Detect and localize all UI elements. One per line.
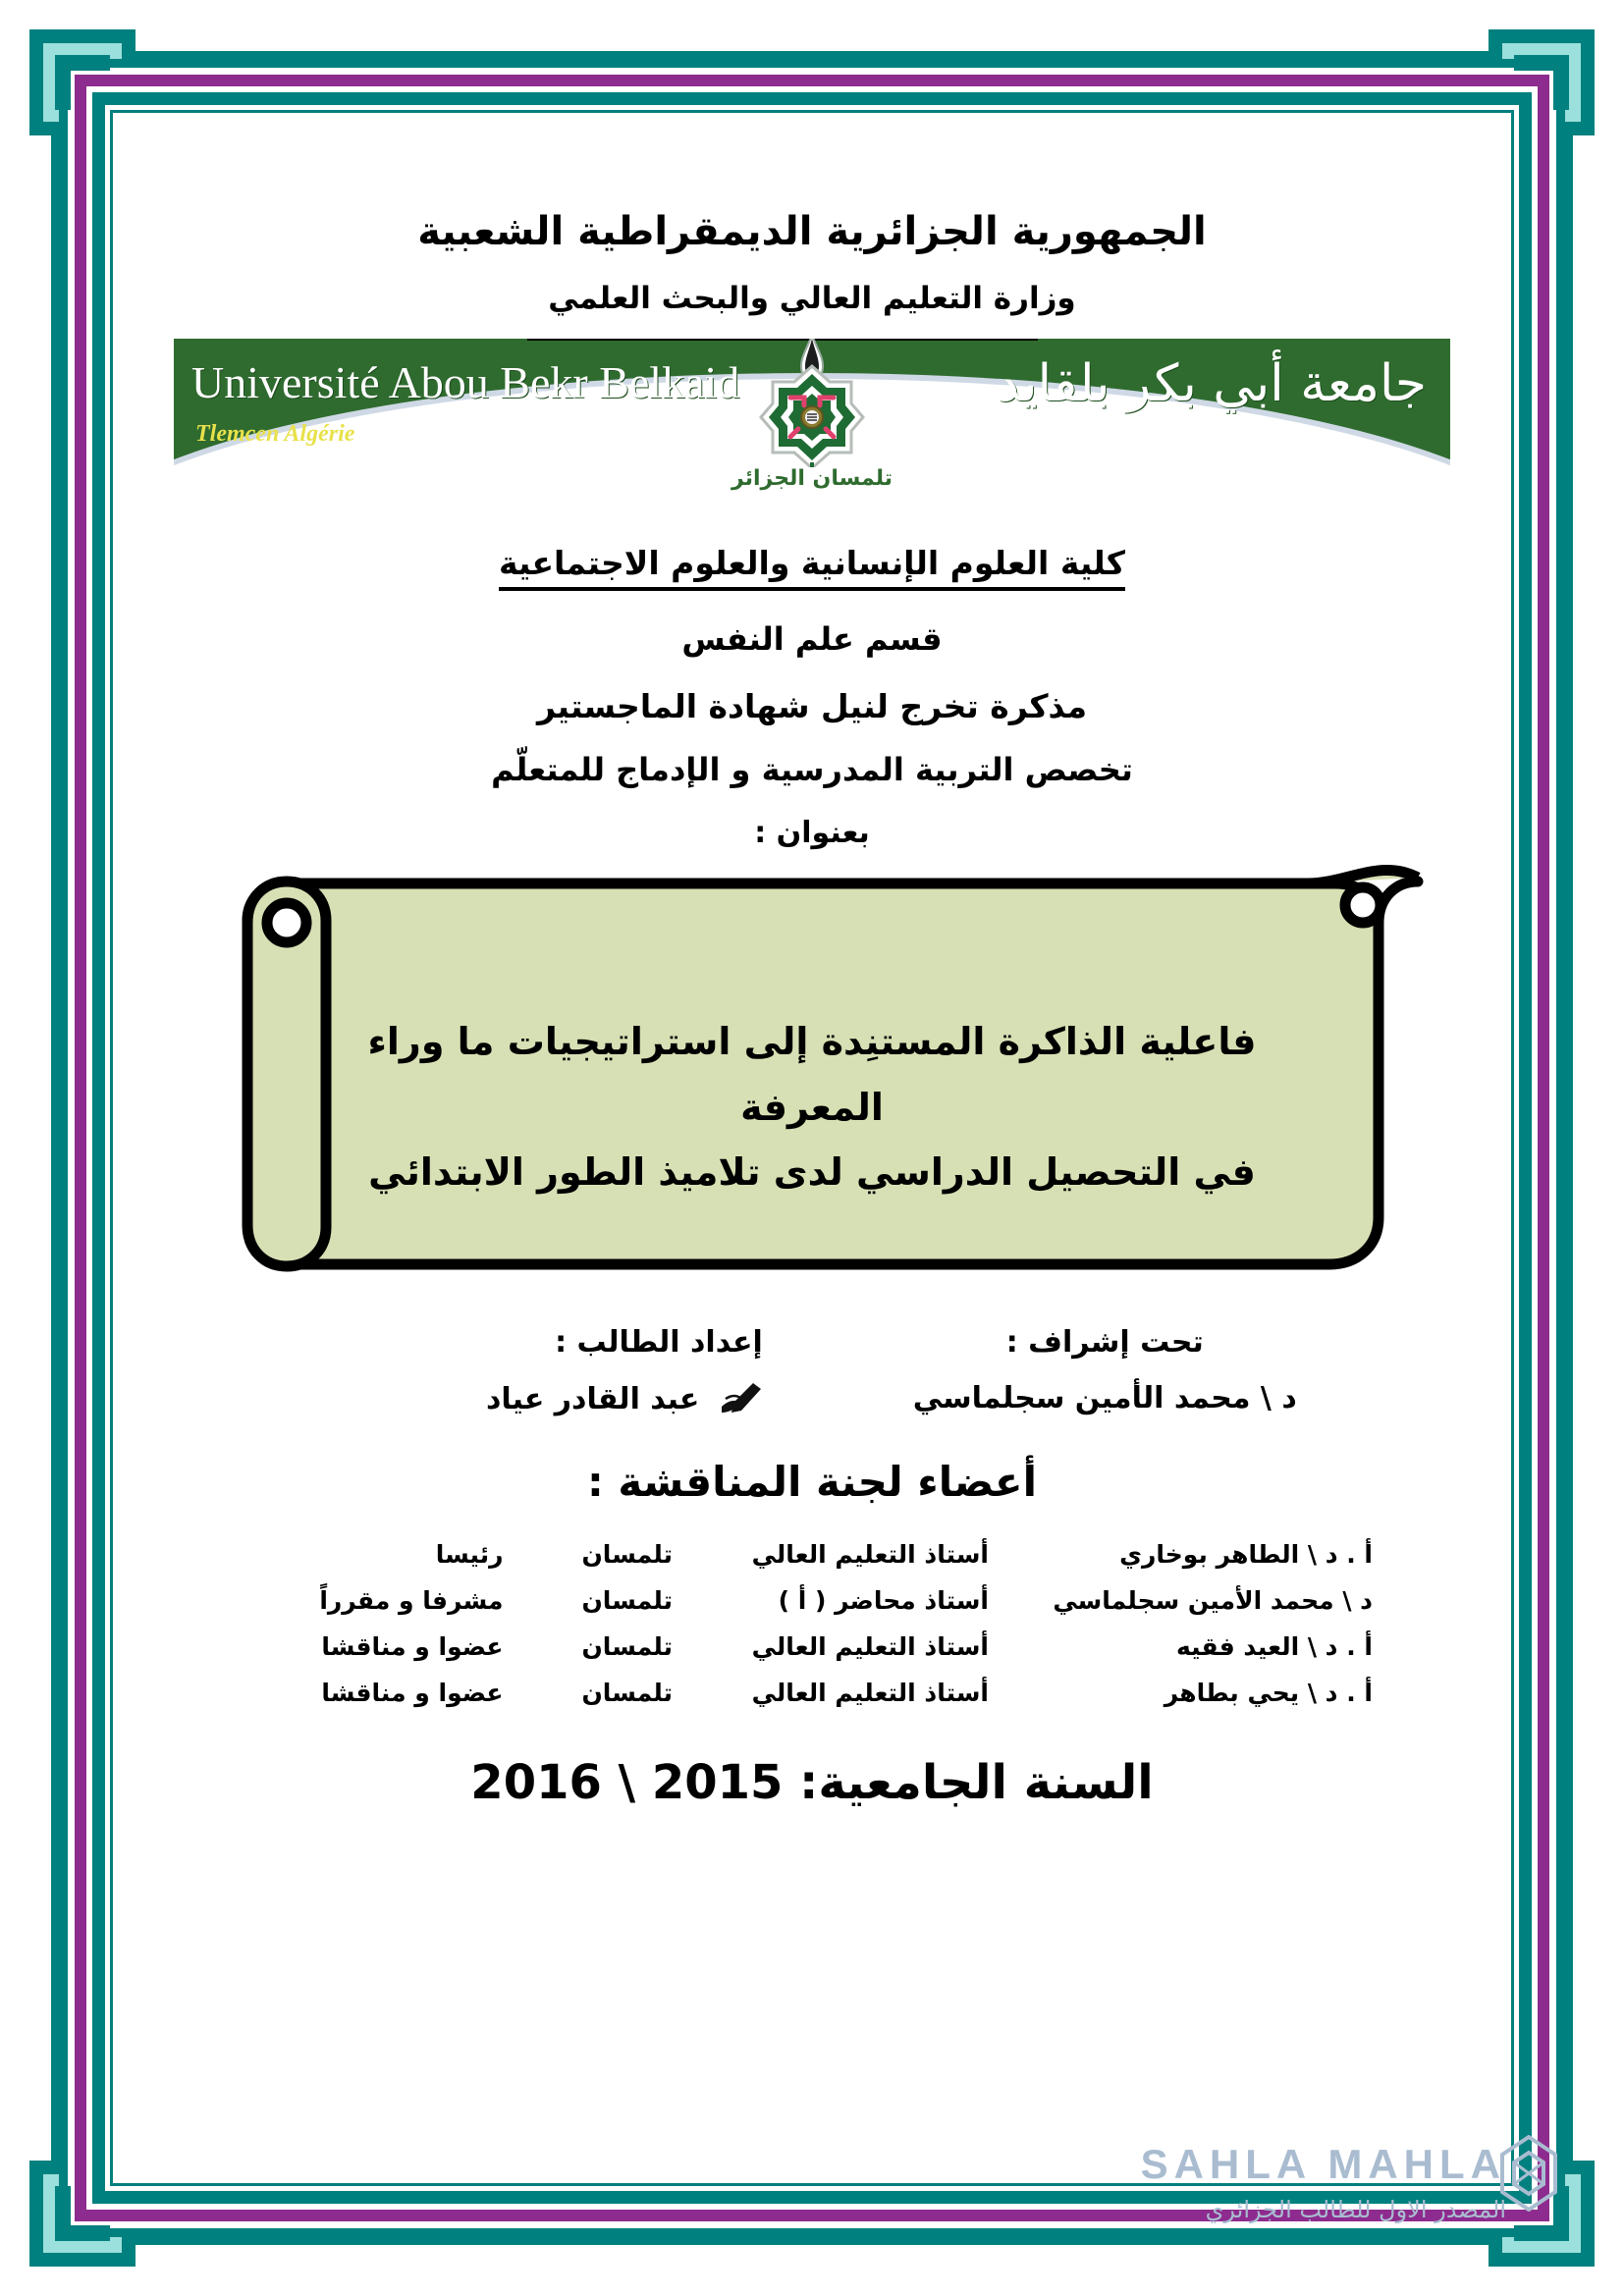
jury-member-city: تلمسان [581,1540,673,1570]
university-banner-wrapper [128,339,1496,492]
degree-statement: مذكرة تخرج لنيل شهادة الماجستير [536,687,1088,726]
jury-member-rank: أستاذ التعليم العالي [751,1679,989,1708]
supervisor-column [822,1325,1388,1422]
jury-member-city: تلمسان [581,1679,673,1708]
watermark-tagline: المصدر الاول للطالب الجزائري [1205,2196,1506,2223]
jury-member-role: عضوا و مناقشا [321,1632,504,1662]
republic-heading: الجمهورية الجزائرية الديمقراطية الشعبية [417,209,1207,254]
jury-member-rank: أستاذ محاضر ( أ ) [778,1586,989,1616]
department-heading: قسم علم النفس [681,620,943,659]
university-name-french: Université Abou Bekr Belkaid [191,357,740,408]
sahla-mahla-logo-icon [1500,2135,1557,2212]
ministry-heading: وزارة التعليم العالي والبحث العلمي [548,281,1076,316]
writing-hand-icon [720,1381,763,1422]
jury-member-name: أ . د \ يحي بطاهر [1164,1679,1373,1708]
student-name-row [196,1381,763,1422]
student-name: عبد القادر عياد [485,1382,700,1417]
specialization-statement: تخصص التربية المدرسية و الإدماج للمتعلّم [491,751,1133,789]
table-row [247,1577,1377,1624]
jury-member-role: مشرفا و مقرراً [319,1586,504,1616]
jury-heading: أعضاء لجنة المناقشة : [587,1458,1037,1507]
jury-member-role: رئيسا [435,1540,504,1570]
university-city-arabic: تلمسان الجزائر [731,466,893,492]
student-column [196,1325,822,1422]
corner-ornament-bottom-left [29,2161,135,2267]
table-row [247,1531,1377,1577]
thesis-title-text [306,1009,1318,1205]
university-banner [174,339,1450,467]
watermark-brand: SAHLA MAHLA [1140,2141,1506,2187]
supervisor-name: د \ محمد الأمين سجلماسي [912,1381,1297,1416]
university-city-french: Tlemcen Algérie [195,421,355,448]
table-row [247,1624,1377,1670]
thesis-title-scroll [189,862,1435,1304]
jury-members-table [247,1531,1377,1716]
authors-section [128,1325,1496,1422]
titled-label: بعنوان : [754,816,870,851]
jury-member-name: د \ محمد الأمين سجلماسي [1053,1586,1373,1616]
cover-content [128,147,1496,1810]
academic-year: السنة الجامعية: 2015 \ 2016 [470,1755,1154,1811]
university-name-arabic: جامعة أبي بكر بلقايد [996,354,1427,414]
corner-ornament-top-left [29,29,135,135]
table-row [247,1670,1377,1716]
jury-member-city: تلمسان [581,1586,673,1616]
watermark [1141,2141,1506,2223]
faculty-heading: كلية العلوم الإنسانية والعلوم الاجتماعية [499,544,1125,591]
jury-member-rank: أستاذ التعليم العالي [751,1632,989,1662]
jury-member-name: أ . د \ الطاهر بوخاري [1119,1540,1373,1570]
thesis-title-line-2: في التحصيل الدراسي لدى تلاميذ الطور الابتدائي [368,1150,1256,1195]
jury-member-rank: أستاذ التعليم العالي [751,1540,989,1570]
university-seal-icon [750,339,874,467]
thesis-title-line-1: فاعلية الذاكرة المستنِدة إلى استراتيجيات ما وراء المعرفة [367,1020,1257,1129]
supervisor-label: تحت إشراف : [1005,1325,1204,1361]
corner-ornament-top-right [1489,29,1595,135]
jury-member-city: تلمسان [581,1632,673,1662]
student-label: إعداد الطالب : [555,1325,763,1361]
jury-member-role: عضوا و مناقشا [321,1679,504,1708]
jury-member-name: أ . د \ العيد فقيه [1176,1632,1373,1662]
